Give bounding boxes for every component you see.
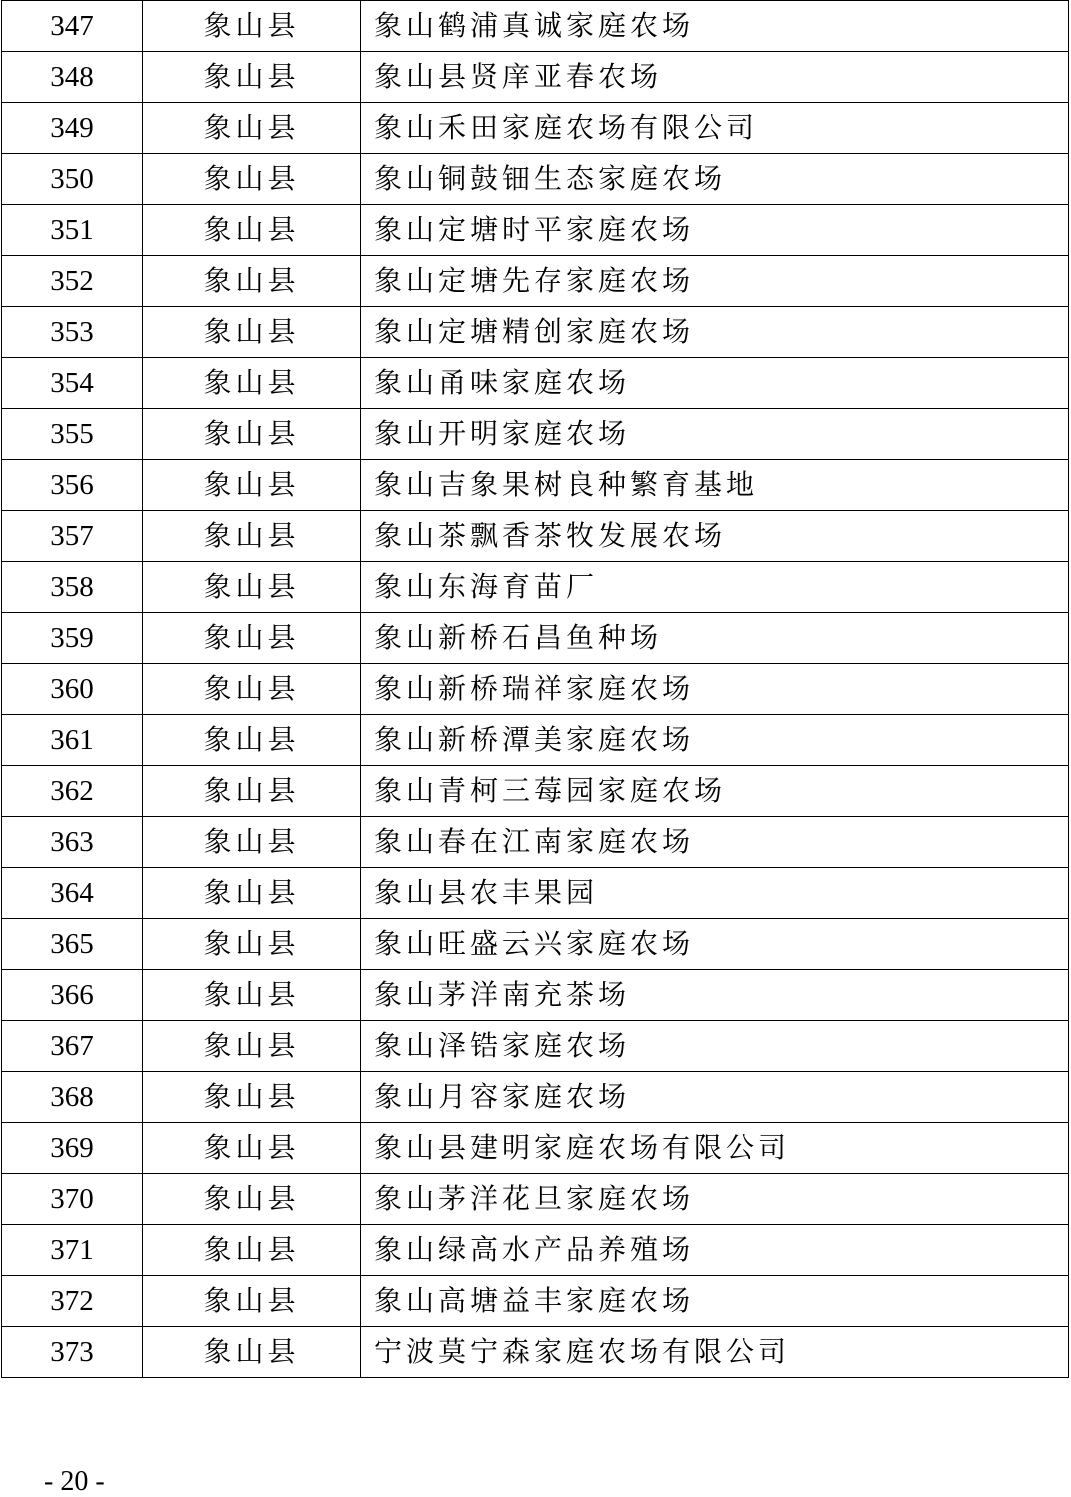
table-row	[2, 256, 1069, 307]
table-row	[2, 715, 1069, 766]
farm-name-cell: 象山高塘益丰家庭农场	[361, 1276, 1069, 1327]
table-row	[2, 766, 1069, 817]
farm-name-cell: 象山新桥瑞祥家庭农场	[361, 664, 1069, 715]
farm-name-cell: 宁波莫宁森家庭农场有限公司	[361, 1327, 1069, 1378]
farm-name-cell: 象山东海育苗厂	[361, 562, 1069, 613]
farm-name-cell: 象山青柯三莓园家庭农场	[361, 766, 1069, 817]
table-row	[2, 460, 1069, 511]
county-cell: 象山县	[143, 1327, 361, 1378]
table-row	[2, 868, 1069, 919]
row-number-cell: 372	[2, 1276, 143, 1327]
farm-name-cell: 象山泽锆家庭农场	[361, 1021, 1069, 1072]
table-row	[2, 1, 1069, 52]
table-row	[2, 1072, 1069, 1123]
farm-name-cell: 象山甬味家庭农场	[361, 358, 1069, 409]
county-cell: 象山县	[143, 1225, 361, 1276]
row-number-cell: 353	[2, 307, 143, 358]
county-cell: 象山县	[143, 52, 361, 103]
table-row	[2, 52, 1069, 103]
county-cell: 象山县	[143, 358, 361, 409]
farm-name-cell: 象山新桥潭美家庭农场	[361, 715, 1069, 766]
county-cell: 象山县	[143, 1174, 361, 1225]
table-row	[2, 1225, 1069, 1276]
farm-name-cell: 象山鹤浦真诚家庭农场	[361, 1, 1069, 52]
farm-list-table	[1, 0, 1069, 1378]
row-number-cell: 366	[2, 970, 143, 1021]
farm-name-cell: 象山县农丰果园	[361, 868, 1069, 919]
table-row	[2, 1021, 1069, 1072]
table-row	[2, 1276, 1069, 1327]
county-cell: 象山县	[143, 970, 361, 1021]
row-number-cell: 367	[2, 1021, 143, 1072]
county-cell: 象山县	[143, 307, 361, 358]
row-number-cell: 370	[2, 1174, 143, 1225]
farm-name-cell: 象山定塘时平家庭农场	[361, 205, 1069, 256]
row-number-cell: 347	[2, 1, 143, 52]
farm-name-cell: 象山禾田家庭农场有限公司	[361, 103, 1069, 154]
row-number-cell: 364	[2, 868, 143, 919]
county-cell: 象山县	[143, 1072, 361, 1123]
table-row	[2, 103, 1069, 154]
row-number-cell: 368	[2, 1072, 143, 1123]
row-number-cell: 365	[2, 919, 143, 970]
row-number-cell: 355	[2, 409, 143, 460]
county-cell: 象山县	[143, 919, 361, 970]
county-cell: 象山县	[143, 1123, 361, 1174]
row-number-cell: 373	[2, 1327, 143, 1378]
table-row	[2, 205, 1069, 256]
county-cell: 象山县	[143, 1276, 361, 1327]
county-cell: 象山县	[143, 154, 361, 205]
row-number-cell: 351	[2, 205, 143, 256]
county-cell: 象山县	[143, 205, 361, 256]
table-row	[2, 664, 1069, 715]
farm-name-cell: 象山春在江南家庭农场	[361, 817, 1069, 868]
table-row	[2, 613, 1069, 664]
table-row	[2, 919, 1069, 970]
table-row	[2, 817, 1069, 868]
row-number-cell: 349	[2, 103, 143, 154]
row-number-cell: 361	[2, 715, 143, 766]
county-cell: 象山县	[143, 103, 361, 154]
row-number-cell: 354	[2, 358, 143, 409]
farm-name-cell: 象山铜鼓钿生态家庭农场	[361, 154, 1069, 205]
farm-name-cell: 象山绿高水产品养殖场	[361, 1225, 1069, 1276]
page-number: - 20 -	[44, 1466, 105, 1497]
farm-name-cell: 象山月容家庭农场	[361, 1072, 1069, 1123]
row-number-cell: 359	[2, 613, 143, 664]
row-number-cell: 358	[2, 562, 143, 613]
farm-name-cell: 象山吉象果树良种繁育基地	[361, 460, 1069, 511]
county-cell: 象山县	[143, 511, 361, 562]
county-cell: 象山县	[143, 562, 361, 613]
row-number-cell: 352	[2, 256, 143, 307]
county-cell: 象山县	[143, 817, 361, 868]
farm-name-cell: 象山县建明家庭农场有限公司	[361, 1123, 1069, 1174]
farm-name-cell: 象山新桥石昌鱼种场	[361, 613, 1069, 664]
farm-name-cell: 象山茶飘香茶牧发展农场	[361, 511, 1069, 562]
table-row	[2, 1123, 1069, 1174]
row-number-cell: 350	[2, 154, 143, 205]
table-body	[2, 1, 1069, 1378]
farm-name-cell: 象山开明家庭农场	[361, 409, 1069, 460]
farm-name-cell: 象山茅洋南充茶场	[361, 970, 1069, 1021]
county-cell: 象山县	[143, 715, 361, 766]
row-number-cell: 362	[2, 766, 143, 817]
table-row	[2, 154, 1069, 205]
table-row	[2, 562, 1069, 613]
row-number-cell: 363	[2, 817, 143, 868]
county-cell: 象山县	[143, 868, 361, 919]
farm-name-cell: 象山县贤庠亚春农场	[361, 52, 1069, 103]
table-row	[2, 511, 1069, 562]
row-number-cell: 369	[2, 1123, 143, 1174]
county-cell: 象山县	[143, 664, 361, 715]
farm-name-cell: 象山定塘精创家庭农场	[361, 307, 1069, 358]
table-row	[2, 1174, 1069, 1225]
county-cell: 象山县	[143, 256, 361, 307]
county-cell: 象山县	[143, 1021, 361, 1072]
county-cell: 象山县	[143, 613, 361, 664]
table-row	[2, 358, 1069, 409]
row-number-cell: 371	[2, 1225, 143, 1276]
farm-name-cell: 象山定塘先存家庭农场	[361, 256, 1069, 307]
county-cell: 象山县	[143, 766, 361, 817]
county-cell: 象山县	[143, 409, 361, 460]
table-row	[2, 307, 1069, 358]
county-cell: 象山县	[143, 1, 361, 52]
farm-name-cell: 象山茅洋花旦家庭农场	[361, 1174, 1069, 1225]
table-row	[2, 970, 1069, 1021]
farm-name-cell: 象山旺盛云兴家庭农场	[361, 919, 1069, 970]
row-number-cell: 356	[2, 460, 143, 511]
county-cell: 象山县	[143, 460, 361, 511]
table-row	[2, 409, 1069, 460]
table-row	[2, 1327, 1069, 1378]
row-number-cell: 360	[2, 664, 143, 715]
row-number-cell: 348	[2, 52, 143, 103]
row-number-cell: 357	[2, 511, 143, 562]
